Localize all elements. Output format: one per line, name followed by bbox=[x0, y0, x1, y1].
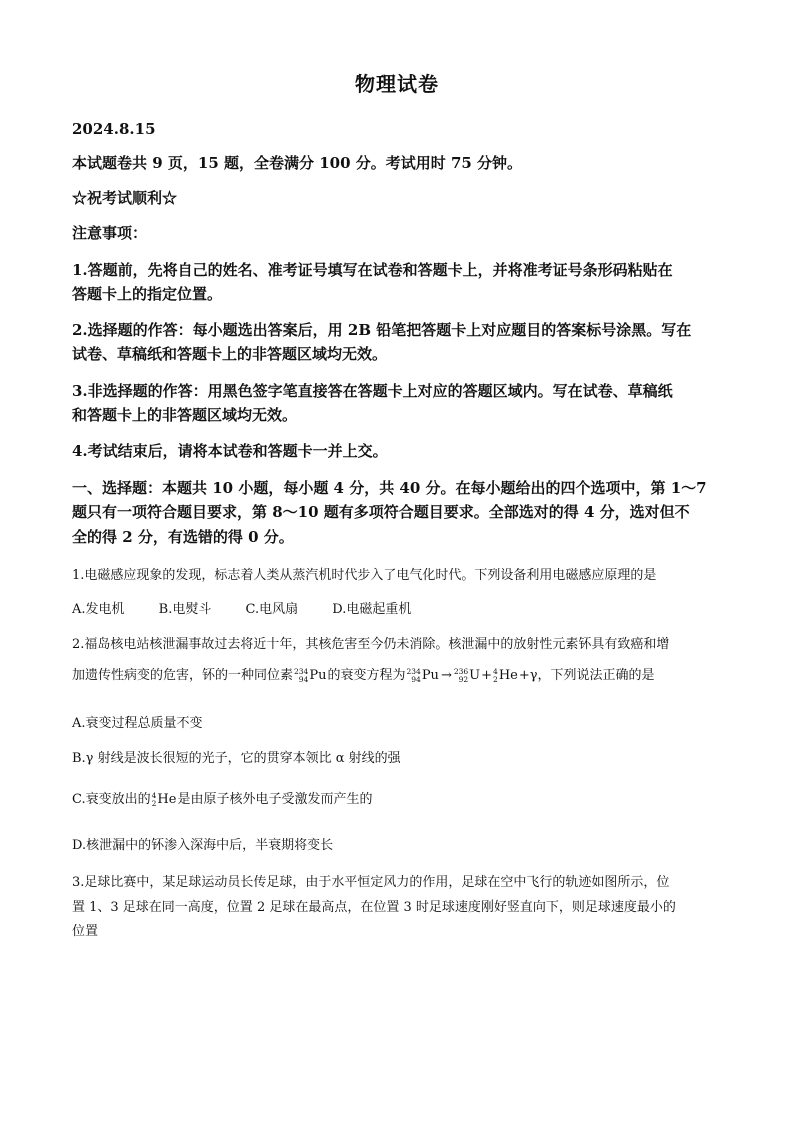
q1-option-c: C.电风扇 bbox=[245, 602, 299, 617]
q3-line: 置 1、3 足球在同一高度，位置 2 足球在最高点，在位置 3 时足球速度刚好竖直向下，则足球速度最小的 bbox=[72, 900, 676, 915]
q1-options bbox=[72, 598, 722, 617]
q1-option-d: D.电磁起重机 bbox=[332, 602, 412, 617]
section1-line: 一、选择题：本题共 10 小题，每小题 4 分，共 40 分。在每小题给出的四个选项中，第 1～7 bbox=[72, 479, 707, 497]
plus-symbol: + bbox=[481, 668, 493, 683]
q2-text: ，下列说法正确的是 bbox=[537, 668, 655, 683]
q3-line: 位置 bbox=[72, 924, 99, 939]
q2-option-c: C.衰变放出的 4 2 He 是由原子核外电子受激发而产生的 bbox=[72, 790, 373, 808]
isotope-u: 236 92 U bbox=[453, 666, 481, 684]
exam-date: 2024.8.15 bbox=[72, 120, 156, 138]
notice-line: 3.非选择题的作答：用黑色签字笔直接答在答题卡上对应的答题区域内。写在试卷、草稿纸 bbox=[72, 382, 673, 400]
q2-option-d: D.核泄漏中的钚渗入深海中后，半衰期将变长 bbox=[72, 838, 334, 853]
q2-line2 bbox=[72, 664, 722, 684]
q1-option-a: A.发电机 bbox=[72, 602, 125, 617]
exam-intro: 本试题卷共 9 页，15 题，全卷满分 100 分。考试用时 75 分钟。 bbox=[72, 154, 523, 172]
section1-line: 题只有一项符合题目要求，第 8～10 题有多项符合题目要求。全部选对的得 4 分，选对但不 bbox=[72, 503, 690, 521]
notice-line: 和答题卡上的非答题区域均无效。 bbox=[72, 406, 298, 424]
isotope-pu: 234 94 Pu bbox=[294, 666, 327, 684]
isotope-he: 4 2 He bbox=[493, 666, 518, 684]
notice-line: 答题卡上的指定位置。 bbox=[72, 285, 223, 303]
notice-line: 试卷、草稿纸和答题卡上的非答题区域均无效。 bbox=[72, 345, 388, 363]
section1-line: 全的得 2 分，有选错的得 0 分。 bbox=[72, 528, 294, 546]
q3-line: 3.足球比赛中，某足球运动员长传足球，由于水平恒定风力的作用，足球在空中飞行的轨迹如图所示，位 bbox=[72, 875, 670, 890]
notice-line: 4.考试结束后，请将本试卷和答题卡一并上交。 bbox=[72, 442, 388, 460]
isotope-pu: 234 94 Pu bbox=[406, 666, 439, 684]
q2-option-b: B.γ 射线是波长很短的光子，它的贯穿本领比 α 射线的强 bbox=[72, 751, 401, 766]
q2-option-a: A.衰变过程总质量不变 bbox=[72, 716, 203, 731]
q2-text: 的衰变方程为 bbox=[327, 668, 406, 683]
q1-stem: 1.电磁感应现象的发现，标志着人类从蒸汽机时代步入了电气化时代。下列设备利用电磁感应原理的是 bbox=[72, 568, 657, 583]
notice-heading: 注意事项： bbox=[72, 224, 148, 242]
notice-line: 1.答题前，先将自己的姓名、准考证号填写在试卷和答题卡上，并将准考证号条形码粘贴在 bbox=[72, 261, 673, 279]
arrow-symbol: → bbox=[440, 668, 452, 683]
q1-option-b: B.电熨斗 bbox=[158, 602, 212, 617]
gamma-term: +γ bbox=[518, 668, 538, 683]
q2-line1: 2.福岛核电站核泄漏事故过去将近十年，其核危害至今仍未消除。核泄漏中的放射性元素钚具有致癌和增 bbox=[72, 637, 670, 652]
page-title: 物理试卷 bbox=[355, 72, 439, 96]
q2-text: 加遗传性病变的危害，钚的一种同位素 bbox=[72, 668, 294, 683]
exam-wish: ☆祝考试顺利☆ bbox=[72, 189, 178, 207]
isotope-he: 4 2 He bbox=[151, 790, 177, 808]
notice-line: 2.选择题的作答：每小题选出答案后，用 2B 铅笔把答题卡上对应题目的答案标号涂黑。写在 bbox=[72, 321, 692, 339]
